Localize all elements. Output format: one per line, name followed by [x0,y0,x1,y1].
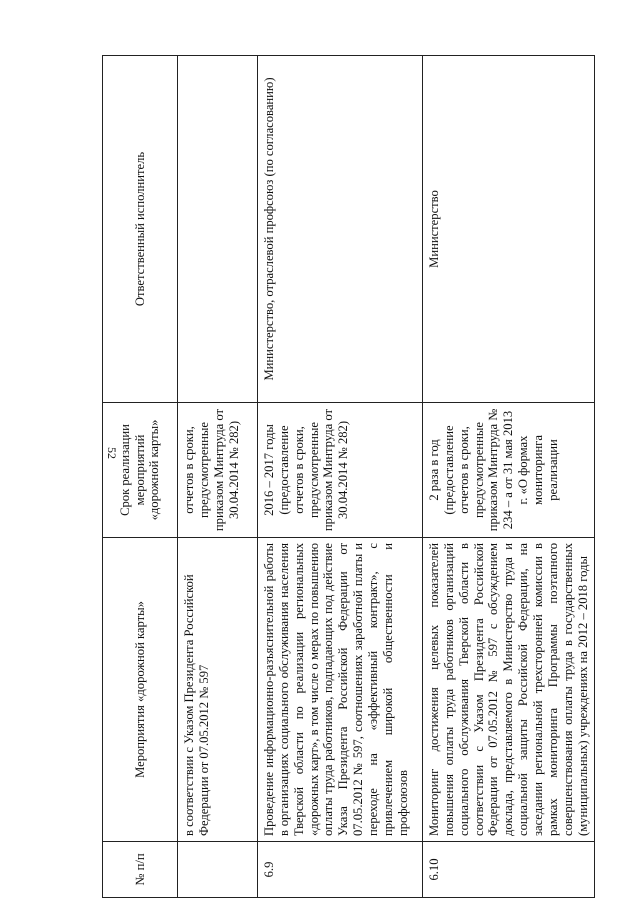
row-num: 6.9 [258,842,423,898]
header-executor: Ответственный исполнитель [103,56,178,403]
row-event: Проведение информационно-разъяснительной работы в организациях социального обслуживания населения Тверской области по реализации региональных «дорожных карт», в том числе о мерах по повышению оплаты труда работников, подпадающих под действие Указа Президента Российской Федерации от 07.05.2012 № 597, соотношениях заработной платы и переходе на «эффективный контракт», с привлечением широкой общественности и профсоюзов [258,538,423,842]
table-header-row [103,56,178,898]
row-event: Мониторинг достижения целевых показателей повышения оплаты труда работников организаций социального обслуживания Тверской области в соответствии с Указом Президента Российской Федерации от 07.05.2012 № 597 с обсуждением доклада, представляемого в Министерство труда и социальной защиты Российской Федерации, на заседании региональной трехсторонней комиссии в рамках мониторинга Программы поэтапного совершенствования оплаты труда в государственных (муниципальных) учреждениях на 2012 – 2018 годы [423,538,595,842]
rotated-table-container [102,56,590,898]
row-executor: Министерство [423,56,595,403]
row-executor: Министерство, отраслевой профсоюз (по согласованию) [258,56,423,403]
row-term: отчетов в сроки, предусмотренные приказом Минтруда от 30.04.2014 № 282) [178,403,258,538]
page-number: 52 [105,447,119,459]
row-num: 6.10 [423,842,595,898]
table-row [423,56,595,898]
row-term: 2016 – 2017 годы (предоставление отчетов в сроки, предусмотренные приказом Минтруда от 30.04.2014 № 282) [258,403,423,538]
row-executor [178,56,258,403]
table-row [258,56,423,898]
table-row [178,56,258,898]
header-term: Срок реализации мероприятий «дорожной карты» [103,403,178,538]
row-term: 2 раза в год (предоставление отчетов в сроки, предусмотренные приказом Минтруда № 234 – а от 31 мая 2013 г. «О формах мониторинга реализации [423,403,595,538]
header-num: № п/п [103,842,178,898]
row-event: в соответствии с Указом Президента Российской Федерации от 07.05.2012 № 597 [178,538,258,842]
row-num [178,842,258,898]
roadmap-table [102,55,595,898]
header-event: Мероприятия «дорожной карты» [103,538,178,842]
